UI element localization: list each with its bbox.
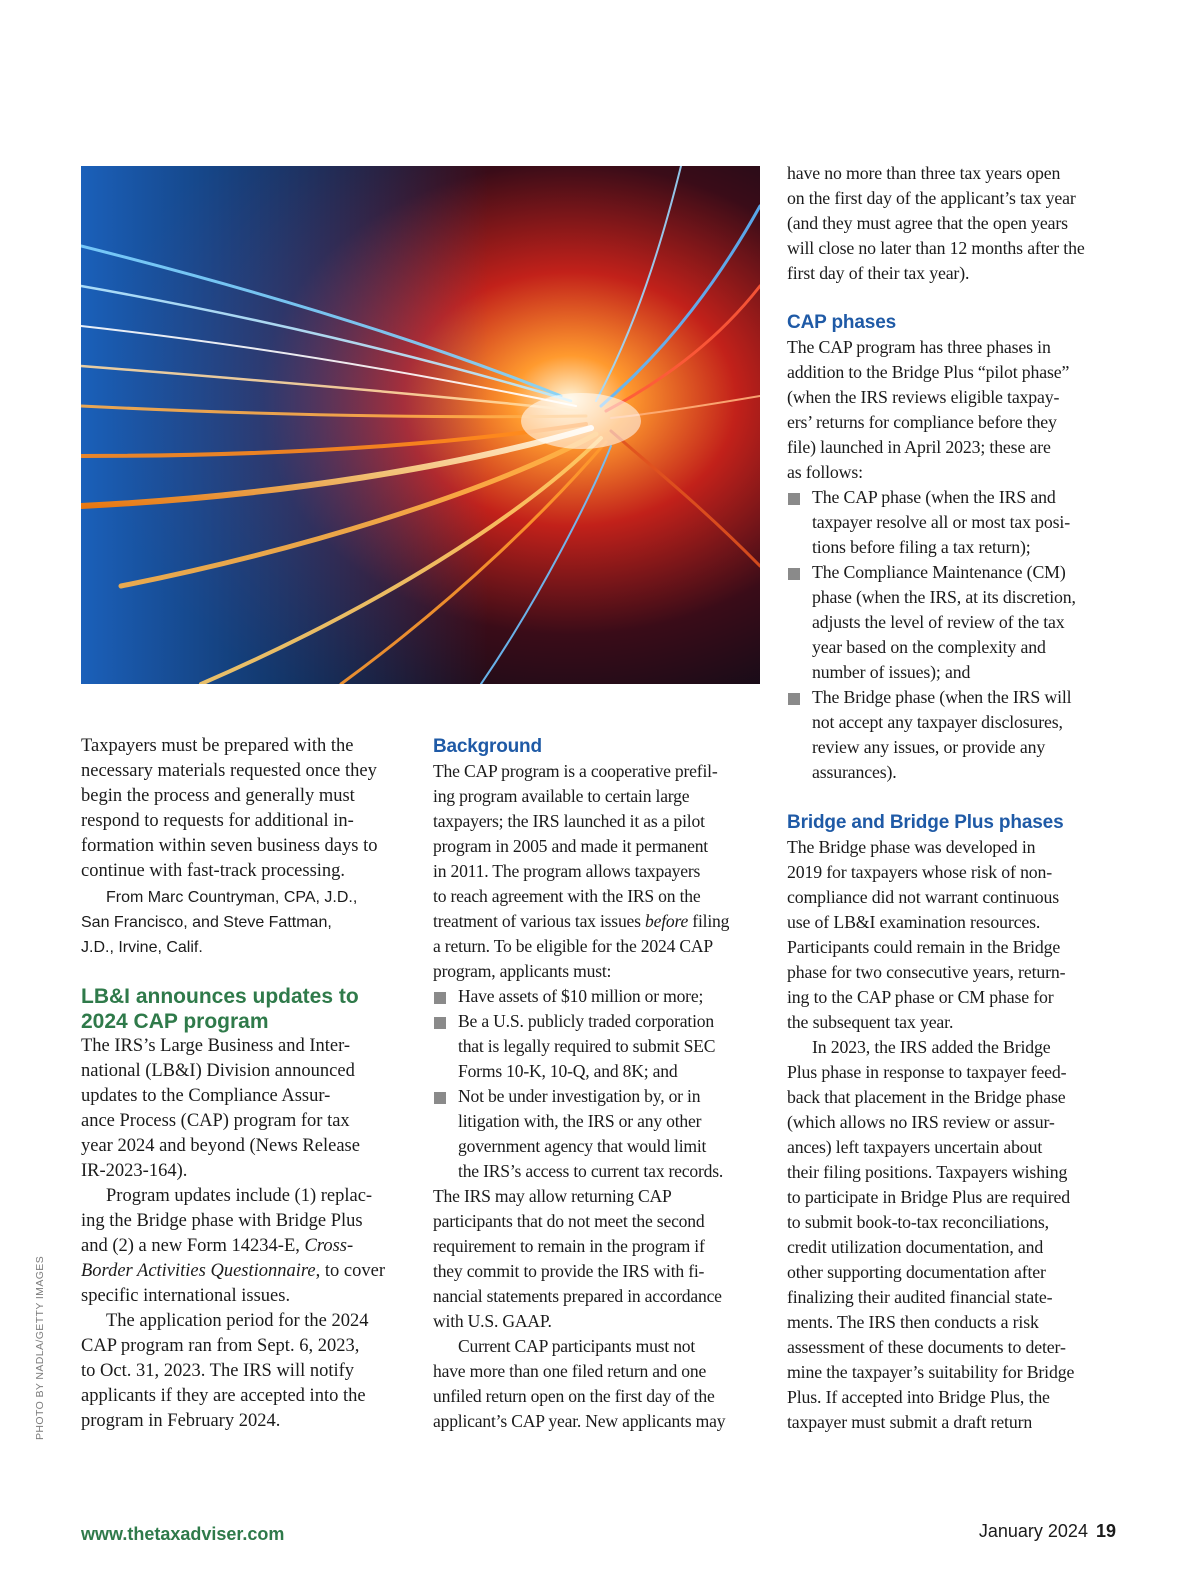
paragraph: The Bridge phase was developed in 2019 for taxpayers whose risk of non- compliance did not warrant continuous use of LB&I examination resources. Participants could remain in the Bridge phase for two consecutive years, return- ing to the CAP phase or CM phase for the subsequent tax year. bbox=[787, 837, 1066, 1032]
list-item: The Bridge phase (when the IRS will not accept any taxpayer disclosures, review any issues, or provide any assurances). bbox=[787, 685, 1117, 785]
list-item: The Compliance Maintenance (CM) phase (when the IRS, at its discretion, adjusts the level of review of the tax year based on the complexity and number of issues); and bbox=[787, 560, 1117, 685]
paragraph: The CAP program has three phases in addition to the Bridge Plus “pilot phase” (when the IRS reviews eligible taxpay- ers’ returns for compliance before they file) launched in April 2023; these are as follows: bbox=[787, 337, 1070, 482]
paragraph: The CAP program is a cooperative prefil- ing program available to certain large taxpayers; the IRS launched it as a pilot program in 2005 and made it permanent in 2011. The program allows taxpayers to reach agreement with the IRS on the treatment of various tax issues before filing a return. To be eligible for the 2024 CAP program, applicants must: bbox=[433, 761, 730, 981]
author-credit: From Marc Countryman, CPA, J.D., San Francisco, and Steve Fattman, J.D., Irvine, Calif. bbox=[81, 889, 358, 956]
bullet-square-icon bbox=[434, 992, 446, 1004]
column-2 bbox=[433, 734, 758, 1434]
section-heading: CAP phases bbox=[787, 312, 897, 333]
issue-date: January 2024 bbox=[978, 1521, 1088, 1541]
column-3 bbox=[787, 161, 1117, 1435]
section-heading: Bridge and Bridge Plus phases bbox=[787, 812, 1064, 833]
page-footer bbox=[979, 1521, 1116, 1542]
section-heading: Background bbox=[433, 736, 542, 757]
bullet-list bbox=[433, 984, 758, 1184]
list-item: Be a U.S. publicly traded corporation that is legally required to submit SEC Forms 10-K, 10-Q, and 8K; and bbox=[433, 1009, 758, 1084]
column-1 bbox=[81, 734, 411, 1434]
photo-credit: PHOTO BY NADLA/GETTY IMAGES bbox=[34, 1255, 46, 1440]
bullet-square-icon bbox=[434, 1017, 446, 1029]
paragraph: The IRS’s Large Business and Inter- national (LB&I) Division announced updates to the Compliance Assur- ance Process (CAP) program for tax year 2024 and beyond (News Release IR-2023-164). bbox=[81, 1036, 360, 1181]
list-item: Have assets of $10 million or more; bbox=[433, 984, 758, 1009]
list-item: The CAP phase (when the IRS and taxpayer resolve all or most tax posi- tions before filing a tax return); bbox=[787, 485, 1117, 560]
paragraph: The application period for the 2024 CAP program ran from Sept. 6, 2023, to Oct. 31, 2023. The IRS will notify applicants if they are accepted into the program in February 2024. bbox=[81, 1311, 369, 1431]
list-item: Not be under investigation by, or in litigation with, the IRS or any other government agency that would limit the IRS’s access to current tax records. bbox=[433, 1084, 758, 1184]
hero-photo bbox=[81, 166, 760, 684]
bullet-square-icon bbox=[788, 693, 800, 705]
website-link[interactable]: www.thetaxadviser.com bbox=[81, 1524, 285, 1544]
paragraph: Current CAP participants must not have more than one filed return and one unfiled return open on the first day of the applicant’s CAP year. New applicants may bbox=[433, 1336, 726, 1431]
paragraph: In 2023, the IRS added the Bridge Plus phase in response to taxpayer feed- back that placement in the Bridge phase (which allows no IRS review or assur- ances) left taxpayers uncertain about their filing positions. Taxpayers wishing to participate in Bridge Plus are required to submit book-to-tax reconciliations, credit utilization documentation, and other supporting documentation after finalizing their audited financial state- ments. The IRS then conducts a risk assessment of these documents to deter- mine the taxpayer’s suitability for Bridge Plus. If accepted into Bridge Plus, the taxpayer must submit a draft return bbox=[787, 1037, 1075, 1432]
page-number: 19 bbox=[1095, 1521, 1116, 1541]
bullet-square-icon bbox=[788, 568, 800, 580]
section-heading: LB&I announces updates to 2024 CAP program bbox=[81, 985, 359, 1033]
paragraph: Program updates include (1) replac- ing the Bridge phase with Bridge Plus and (2) a new Form 14234-E, Cross- Border Activities Questionnaire, to cover specific international issues. bbox=[81, 1186, 385, 1306]
paragraph: Taxpayers must be prepared with the necessary materials requested once they begin the process and generally must respond to requests for additional in- formation within seven business days to continue with fast-track processing. bbox=[81, 736, 378, 881]
bullet-square-icon bbox=[434, 1092, 446, 1104]
light-trails-image bbox=[81, 166, 760, 684]
bullet-square-icon bbox=[788, 493, 800, 505]
bullet-list bbox=[787, 485, 1117, 785]
paragraph: have no more than three tax years open on the first day of the applicant’s tax year (and they must agree that the open years will close no later than 12 months after the first day of their tax year). bbox=[787, 163, 1085, 283]
paragraph: The IRS may allow returning CAP participants that do not meet the second requirement to remain in the program if they commit to provide the IRS with fi- nancial statements prepared in accordance with U.S. GAAP. bbox=[433, 1186, 722, 1331]
